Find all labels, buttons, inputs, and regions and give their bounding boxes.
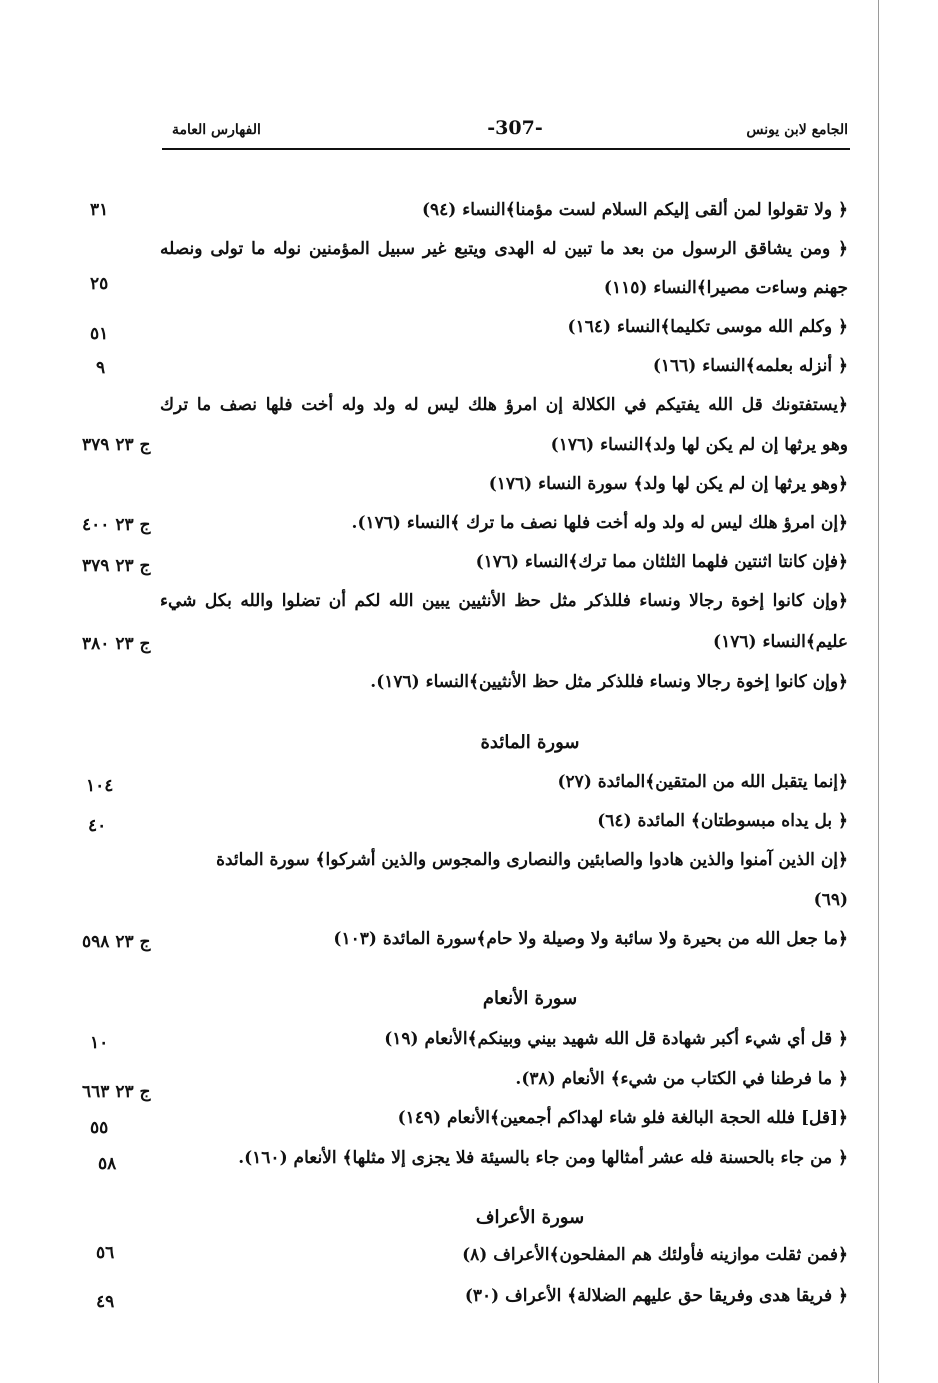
verse-line: ﴿ما جعل الله من بحيرة ولا سائبة ولا وصيلة ولا حام﴾سورة المائدة (١٠٣) bbox=[333, 929, 848, 949]
verse-line: جهنم وساءت مصيرا﴾النساء (١١٥) bbox=[603, 278, 848, 298]
verse-line: عليم﴾النساء (١٧٦) bbox=[713, 632, 848, 652]
verse-line: ﴿[قل] فلله الحجة البالغة فلو شاء لهداكم أجمعين﴾الأنعام (١٤٩) bbox=[397, 1108, 848, 1128]
page-reference: ٤٠ bbox=[88, 816, 107, 836]
verse-line: ﴿إنما يتقبل الله من المتقين﴾المائدة (٢٧) bbox=[557, 772, 848, 792]
verse-line: ﴿فمن ثقلت موازينه فأولئك هم المفلحون﴾الأعراف (٨) bbox=[462, 1245, 848, 1265]
page-reference: ٥٦ bbox=[96, 1243, 115, 1263]
page-reference: ٥١ bbox=[90, 324, 109, 344]
page-reference: ٤٩ bbox=[96, 1292, 115, 1312]
surah-heading: سورة الأنعام bbox=[482, 988, 578, 1009]
verse-line: ﴿ ما فرطنا في الكتاب من شيء﴾ الأنعام (٣٨). bbox=[515, 1069, 848, 1089]
page-reference: ٢٥ bbox=[90, 274, 109, 294]
surah-heading: سورة الأعراف bbox=[475, 1207, 585, 1228]
page-reference: ٩ bbox=[96, 358, 106, 378]
verse-line: ﴿ فريقا هدى وفريقا حق عليهم الضلالة﴾ الأعراف (٣٠) bbox=[464, 1286, 848, 1306]
page-reference: ٣١ bbox=[90, 200, 109, 220]
section-title: الفهارس العامة bbox=[172, 122, 261, 138]
verse-line: ﴿ وكلم الله موسى تكليما﴾النساء (١٦٤) bbox=[567, 317, 848, 337]
verse-line: ﴿ أنزله بعلمه﴾النساء (١٦٦) bbox=[652, 356, 848, 376]
verse-line: ﴿ قل أي شيء أكبر شهادة قل الله شهيد بيني وبينكم﴾الأنعام (١٩) bbox=[384, 1029, 848, 1049]
page-reference: ج ٢٣ ٣٨٠ bbox=[82, 634, 151, 654]
verse-line: ﴿وإن كانوا إخوة رجالا ونساء فللذكر مثل حظ الأنثيين يبين الله لكم أن تضلوا والله بكل شيء bbox=[160, 591, 848, 611]
verse-line: ﴿وهو يرثها إن لم يكن لها ولد﴾ سورة النساء (١٧٦) bbox=[488, 474, 848, 494]
page-reference: ١٠ bbox=[90, 1033, 109, 1053]
verse-line: ﴿ من جاء بالحسنة فله عشر أمثالها ومن جاء بالسيئة فلا يجزى إلا مثلها﴾ الأنعام (١٦٠). bbox=[238, 1148, 848, 1168]
verse-line: ﴿يستفتونك قل الله يفتيكم في الكلالة إن امرؤ هلك ليس له ولد وله أخت فلها نصف ما ترك bbox=[160, 395, 848, 415]
page-reference: ج ٢٣ ٥٩٨ bbox=[82, 932, 151, 952]
verse-line: ﴿ بل يداه مبسوطتان﴾ المائدة (٦٤) bbox=[597, 811, 848, 831]
book-title: الجامع لابن يونس bbox=[746, 122, 848, 138]
surah-heading: سورة المائدة bbox=[480, 732, 580, 753]
page-reference: ج ٢٣ ٣٧٩ bbox=[82, 435, 151, 455]
page-reference: ١٠٤ bbox=[86, 776, 114, 796]
page-reference: ج ٢٣ ٤٠٠ bbox=[82, 515, 151, 535]
verse-line: ﴿إن الذين آمنوا والذين هادوا والصابئين والنصارى والمجوس والذين أشركوا﴾ سورة المائدة bbox=[216, 850, 848, 870]
verse-line: ﴿وإن كانوا إخوة رجالا ونساء فللذكر مثل حظ الأنثيين﴾النساء (١٧٦). bbox=[370, 672, 848, 692]
page-reference: ٥٥ bbox=[90, 1118, 109, 1138]
verse-line: ﴿إن امرؤ هلك ليس له ولد وله أخت فلها نصف ما ترك ﴾النساء (١٧٦). bbox=[351, 513, 848, 533]
verse-line: (٦٩) bbox=[813, 890, 848, 910]
page-reference: ٥٨ bbox=[98, 1154, 117, 1174]
page-reference: ج ٢٣ ٦٦٣ bbox=[82, 1082, 151, 1102]
verse-line: ﴿فإن كانتا اثنتين فلهما الثلثان مما ترك﴾النساء (١٧٦) bbox=[475, 552, 848, 572]
verse-line: ﴿ ولا تقولوا لمن ألقى إليكم السلام لست مؤمنا﴾النساء (٩٤) bbox=[421, 200, 848, 220]
verse-line: وهو يرثها إن لم يكن لها ولد﴾النساء (١٧٦) bbox=[550, 435, 848, 455]
page-reference: ج ٢٣ ٣٧٩ bbox=[82, 556, 151, 576]
verse-line: ﴿ ومن يشاقق الرسول من بعد ما تبين له الهدى ويتبع غير سبيل المؤمنين نوله ما تولى ونصله bbox=[160, 239, 848, 259]
page-number: -307- bbox=[487, 117, 543, 139]
